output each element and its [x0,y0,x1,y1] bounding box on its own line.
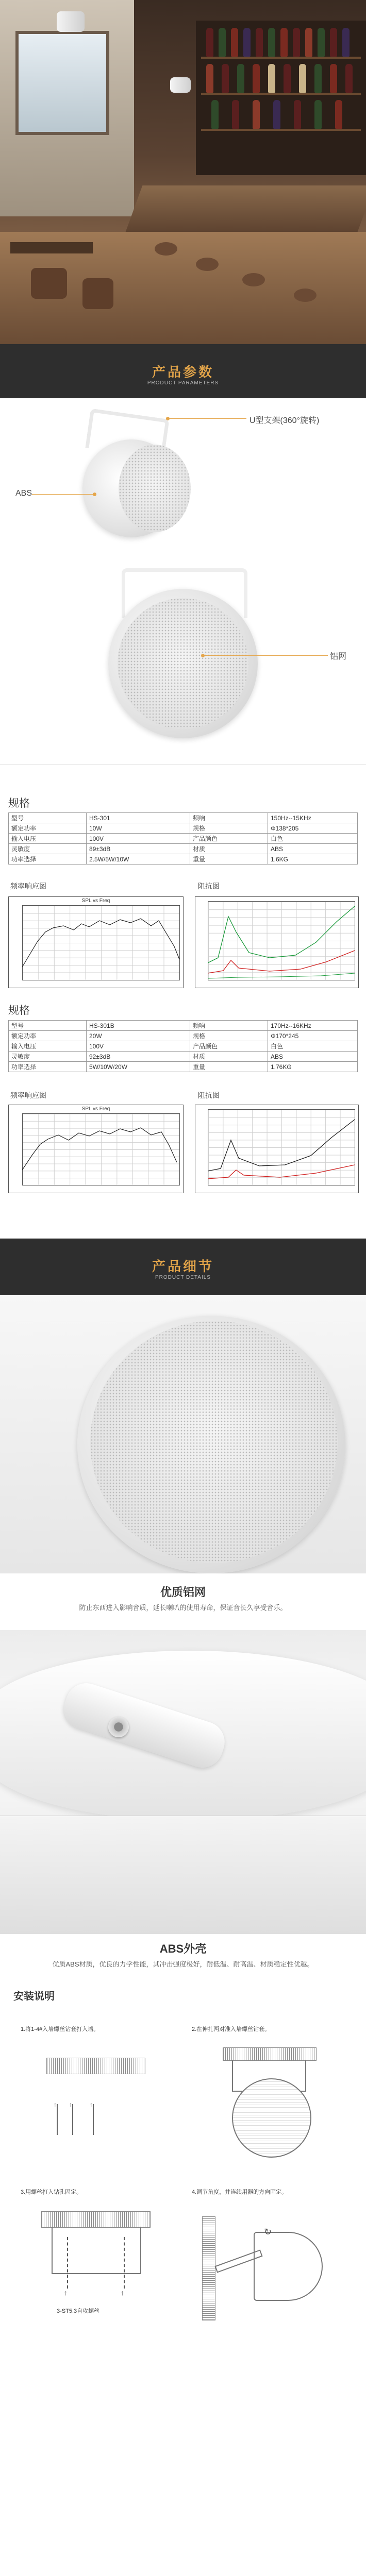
table-row: 灵敏度 89±3dB 材质 ABS [9,844,358,854]
hero-bar-counter [126,185,366,232]
freq-response-label: 频率响应图 [10,1091,46,1099]
grille-closeup [90,1321,338,1563]
freq-response-label: 频率响应图 [10,882,46,890]
detail-grille-photo [0,1295,366,1573]
install-step-2: 2.在伸扎两对准入墙螺丝钻套。 [192,2026,271,2032]
table-row: 额定功率 10W 规格 Φ138*205 [9,823,358,834]
detail-abs-photo [0,1630,366,1934]
detail-title: ABS外壳 [159,1942,207,1955]
install-section [0,1981,366,2576]
section-title: 产品细节 [152,1259,214,1274]
table-row: 功率选择 5W/10W/20W 重量 1.76KG [9,1062,358,1072]
impedance-chart [195,896,359,988]
speaker-grille [119,445,191,532]
section-title: 产品参数 [152,364,214,380]
detail-title: 优质铝网 [160,1586,206,1599]
chart-title: SPL vs Freq [81,898,110,904]
freq-curve [22,905,180,980]
section-subtitle: PRODUCT PARAMETERS [147,380,219,386]
install-step-1: 1.将1-4#入墙螺丝钻套打入墙。 [21,2026,99,2032]
params-front-view [0,568,366,795]
impedance-label: 阻抗图 [198,1091,220,1099]
hero-wine-shelf [196,21,366,175]
callout-bracket: U型支架(360°旋转) [249,416,320,425]
spec2-title: 规格 [8,1005,30,1016]
impedance-label: 阻抗图 [198,882,220,890]
ceiling-speaker [170,77,191,93]
table-row: 型号 HS-301 频响 150Hz--15KHz [9,813,358,823]
bolt-icon [108,1717,129,1737]
spec2-table [8,1020,358,1072]
install-step-4: 4.调节角度，并连续用器的方向固定。 [192,2189,288,2195]
table-row: 型号 HS-301B 频响 170Hz--16KHz [9,1021,358,1031]
chart-title: SPL vs Freq [81,1106,110,1112]
hero-table [10,242,93,253]
detail-abs-caption [0,1934,366,1981]
impedance-curves [208,901,355,980]
ceiling-speaker [57,11,85,32]
hero-photo [0,0,366,344]
detail-grille-caption [0,1573,366,1630]
spec1-table [8,812,358,865]
freq-response-chart [8,896,184,988]
section-subtitle: PRODUCT DETAILS [155,1275,211,1280]
install-step-3-diagram: ↑ ↑ 3-ST5.3自攻螺丝 [21,2201,170,2325]
detail-desc: 优质ABS材质，优良的力学性能，其冲击强度极好，耐低温、耐高温、材质稳定性优越。 [52,1960,314,1968]
impedance-chart [195,1105,359,1193]
params-illustration [0,398,366,568]
impedance-curves [208,1109,355,1185]
hero-window [15,31,109,135]
install-step-4-diagram: ↻ [192,2201,346,2335]
freq-curve [22,1113,180,1185]
screw-note: 3-ST5.3自攻螺丝 [57,2308,100,2314]
section-banner-params [0,344,366,398]
speaker-front-grille [118,598,248,729]
table-row: 功率选择 2.5W/5W/10W 重量 1.6KG [9,854,358,865]
table-row: 输入电压 100V 产品颜色 白色 [9,1041,358,1052]
freq-response-chart [8,1105,184,1193]
callout-abs: ABS [15,489,32,498]
install-step-1-diagram: ↑ ↑ ↑ [21,2037,160,2161]
section-banner-details [0,1239,366,1295]
install-step-3: 3.用螺丝打入钻孔固定。 [21,2189,82,2195]
callout-grille: 铝网 [330,652,347,661]
spec1-title: 规格 [8,798,30,809]
detail-desc: 防止东西进入影响音质，延长喇叭的使用寿命，保证音长久享受音乐。 [79,1604,287,1612]
table-row: 输入电压 100V 产品颜色 白色 [9,834,358,844]
table-row: 额定功率 20W 规格 Φ170*245 [9,1031,358,1041]
install-title: 安装说明 [13,1991,55,2002]
table-row: 灵敏度 92±3dB 材质 ABS [9,1052,358,1062]
install-step-2-diagram [192,2037,346,2166]
